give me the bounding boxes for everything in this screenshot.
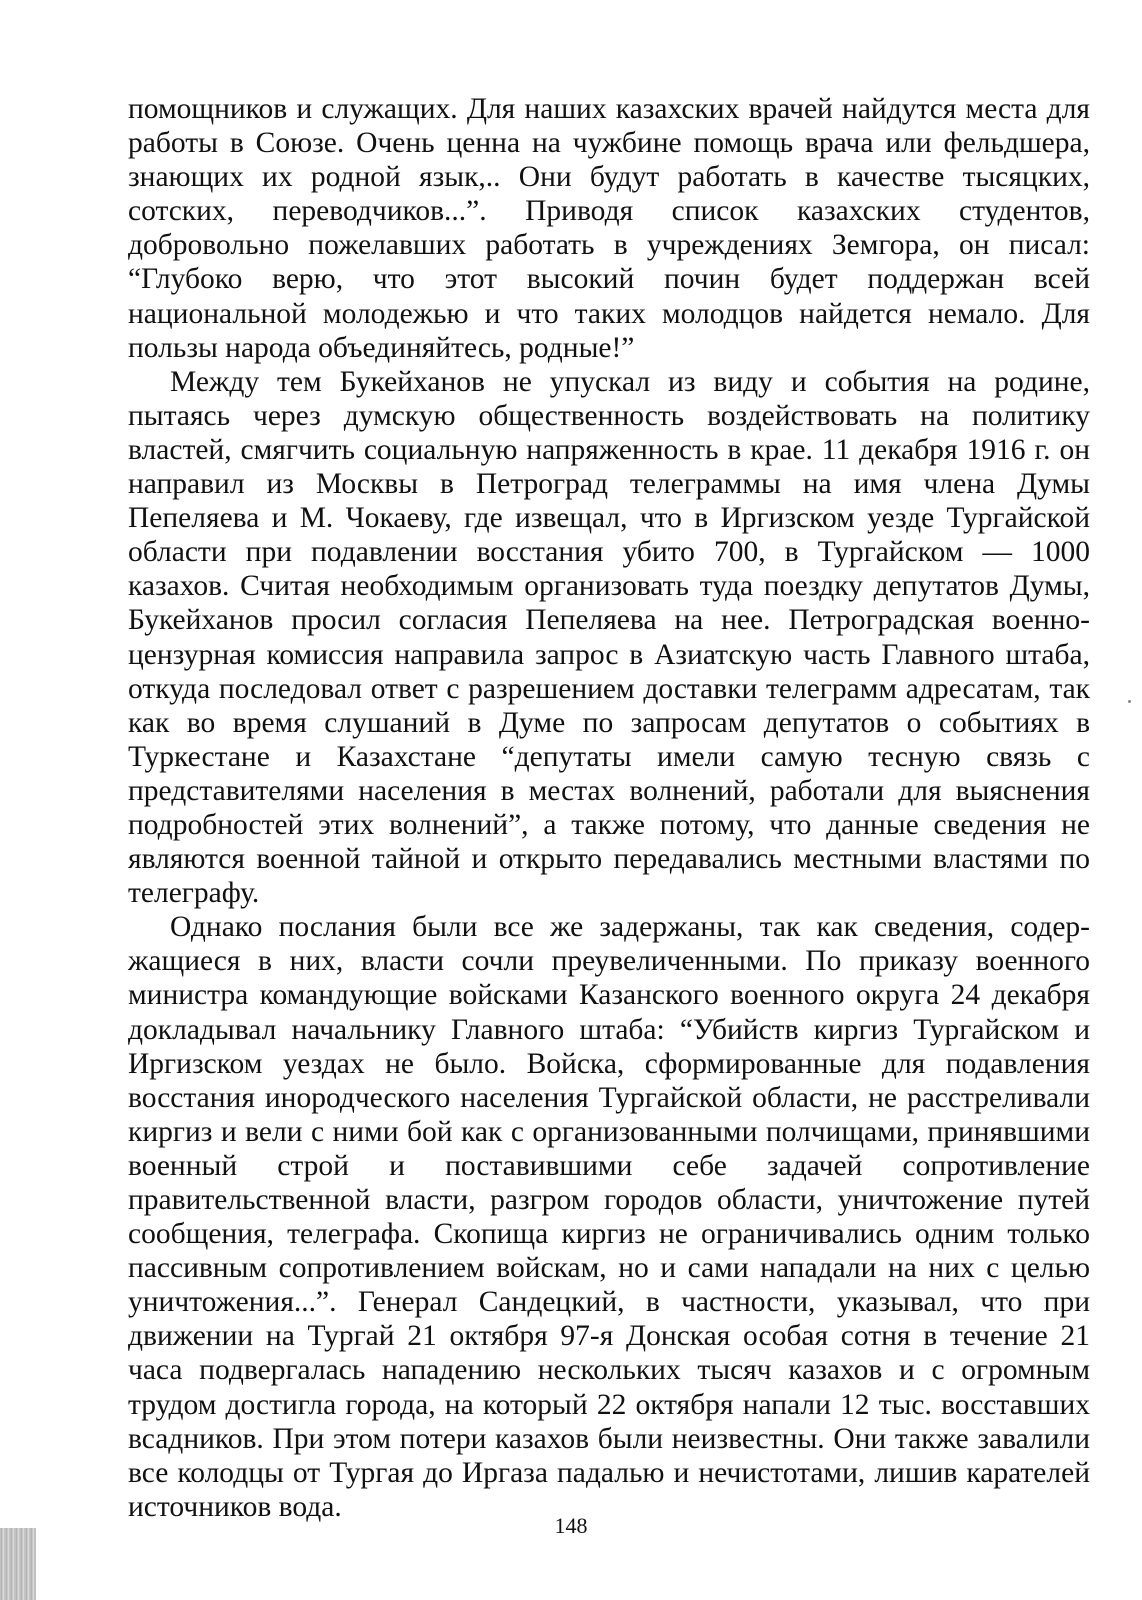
- paragraph-1: помощников и служащих. Для наших казахских врачей найдутся места для работы в Союзе. Очень ценна на чужбине помощь врача или фельдшера, знающих их родной язык,.. Они будут работать в качестве тысяцких, сотских, переводчиков...”. Приводя список казахских студентов, добровольно пожелавших работать в учреждениях Земгора, он писал: “Глубоко верю, что этот высокий почин будет поддержан всей национальной молодежью и что таких молодцов найдется немало. Для пользы народа объединяйтесь, родные!”: [128, 93, 1090, 364]
- scan-edge-artifact: [0, 1528, 36, 1600]
- paragraph-3: Однако послания были все же задержаны, так как сведения, содержащиеся в них, власти сочли преувеличенными. По приказу военного министра командующие войсками Казанского военного округа 24 декабря докладывал начальнику Главного штаба: “Убийств киргиз Тургайском и Иргизском уездах не было. Войска, сформированные для подавления восстания инородческого населения Тургайской области, не расстреливали киргиз и вели с ними бой как с организованными полчищами, принявшими военный строй и поставившими себе задачей сопротивление правительственной власти, разгром городов области, уничтожение путей сообщения, телеграфа. Скопища киргиз не ограничивались одним только пассивным сопротивлением войскам, но и сами нападали на них с целью уничтожения...”. Генерал Сандецкий, в частности, указывал, что при движении на Тургай 21 октября 97-я Донская особая сотня в течение 21 часа подвергалась нападению нескольких тысяч казахов и с огромным трудом достигла города, на который 22 октября напали 12 тыс. восставших всадников. При этом потери казахов были неизвестны. Они также завалили все колодцы от Тургая до Иргаза падалью и нечистотами, лишив карателей источников вода.: [128, 911, 1090, 1523]
- page-body: [128, 92, 1090, 1524]
- page-number: 148: [554, 1513, 588, 1538]
- scan-dot-artifact: [1128, 700, 1131, 703]
- paragraph-2: Между тем Букейханов не упускал из виду и события на родине, пытаясь через думскую общественность воздействовать на политику властей, смягчить социальную напряженность в крае. 11 декабря 1916 г. он направил из Москвы в Петроград телеграммы на имя члена Думы Пепеляева и М. Чокаеву, где извещал, что в Иргизском уезде Тургайской области при подавлении восстания убито 700, в Тургайском — 1000 казахов. Считая необходимым организовать туда поездку депутатов Думы, Букейханов просил согласия Пепеляева на нее. Петроградская военно-цензурная комиссия направила запрос в Азиатскую часть Главного штаба, откуда последовал ответ с разрешением доставки телеграмм адресатам, так как во время слушаний в Думе по запросам депутатов о событиях в Туркестане и Казахстане “депутаты имели самую тесную связь с представителями населения в местах волнений, работали для выяснения подробностей этих волнений”, а также потому, что данные сведения не являются военной тайной и открыто передавались местными властями по телеграфу.: [128, 365, 1090, 910]
